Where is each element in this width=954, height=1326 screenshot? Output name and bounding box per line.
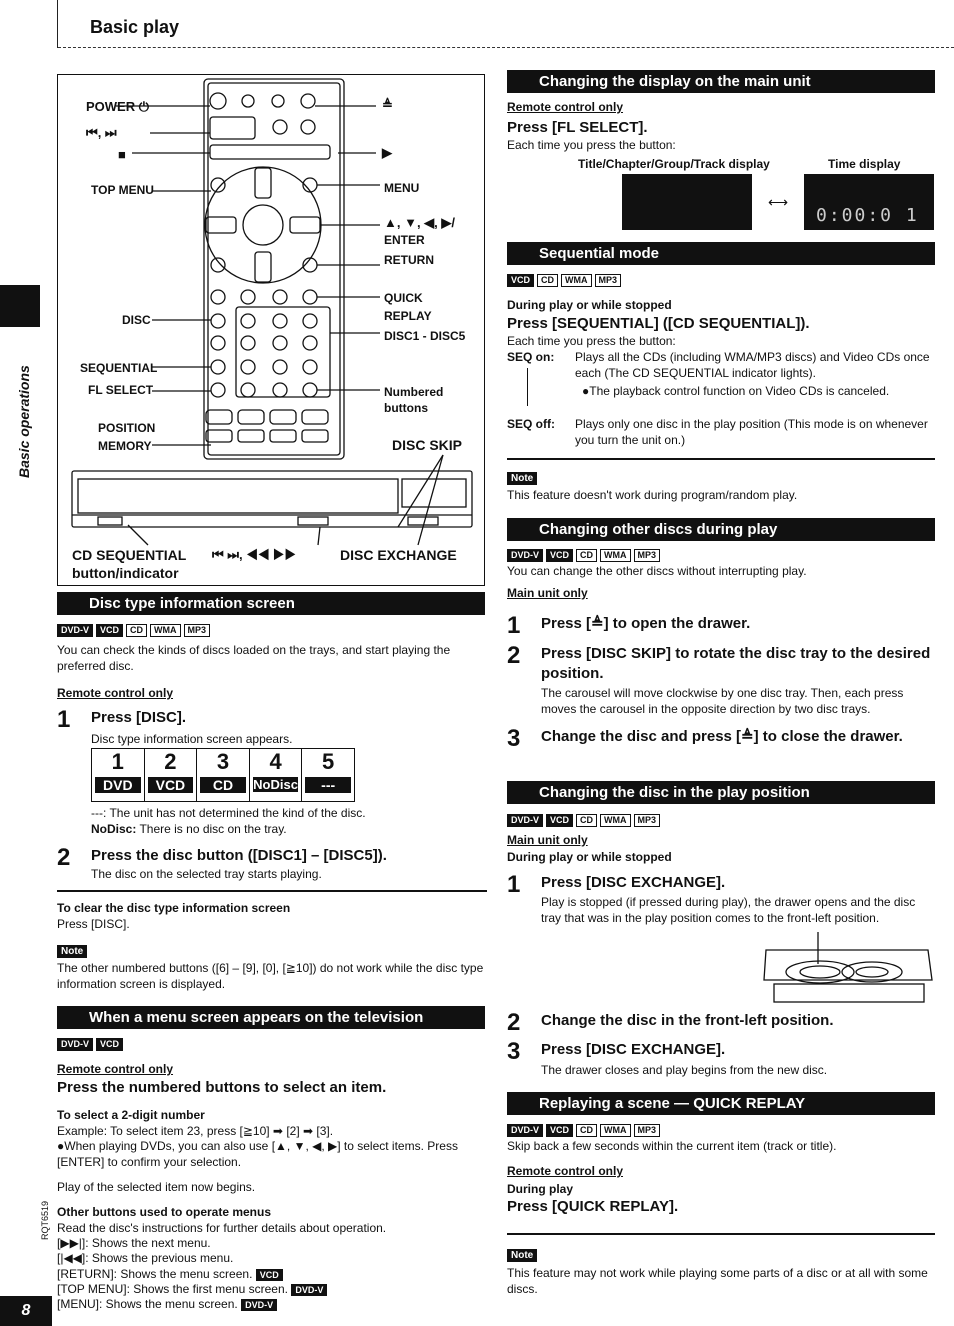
label-cdseq: CD SEQUENTIAL xyxy=(72,547,187,563)
badge: WMA xyxy=(600,814,631,827)
seq-off-label: SEQ off: xyxy=(507,417,555,431)
menu-badges xyxy=(57,1038,123,1051)
note-label: Note xyxy=(57,945,87,958)
label-flselect: FL SELECT xyxy=(88,383,154,397)
remote-only-label: Remote control only xyxy=(507,1164,624,1178)
step-text: Change the disc and press [≜] to close the drawer. xyxy=(541,728,903,745)
badge: VCD xyxy=(546,1124,573,1137)
remote-diagram xyxy=(57,74,485,586)
quick-replay-badges xyxy=(507,1124,660,1137)
badge: DVD-V xyxy=(241,1299,277,1311)
section-bar-disc-type: Disc type information screen xyxy=(57,592,485,615)
note-text: This feature may not work while playing some parts of a disc or at all with some discs. xyxy=(507,1266,928,1296)
badge: DVD-V xyxy=(57,1038,93,1051)
note-label: Note xyxy=(507,1249,537,1262)
seq-toggle-line xyxy=(527,368,528,406)
menu-button-desc xyxy=(57,1266,283,1282)
step-number: 2 xyxy=(57,844,71,871)
seq-on-text: Plays all the CDs (including WMA/MP3 discs) and Video CDs once each (The CD SEQUENTIAL indicator lights). xyxy=(575,350,930,380)
menu-heading: Press the numbered buttons to select an item. xyxy=(57,1079,387,1096)
divider xyxy=(57,890,487,892)
step-1 xyxy=(57,708,186,732)
badge: DVD-V xyxy=(507,1124,543,1137)
seq-on-label: SEQ on: xyxy=(507,350,555,364)
fl-display-time xyxy=(804,174,934,230)
section-bar-play-position: Changing the disc in the play position xyxy=(507,781,935,804)
badge: CD xyxy=(576,814,597,827)
step-3-desc: The drawer closes and play begins from the new disc. xyxy=(541,1063,828,1077)
step-text: Press [DISC SKIP] to rotate the disc tray to the desired position. xyxy=(541,645,931,682)
step-number: 1 xyxy=(507,871,521,898)
label-buttons: buttons xyxy=(384,401,428,415)
desc-text: [TOP MENU]: Shows the first menu screen. xyxy=(57,1282,288,1296)
screen-slot xyxy=(250,749,303,801)
two-digit-text: Example: To select item 23, press [≧10] ➡ [2] ➡ [3]. xyxy=(57,1124,334,1138)
badge: CD xyxy=(576,549,597,562)
display-heading: Press [FL SELECT]. xyxy=(507,119,648,136)
label-position: POSITION xyxy=(98,421,156,435)
label-replay: REPLAY xyxy=(384,309,432,323)
step-text: Press [DISC]. xyxy=(91,709,187,726)
during-label: During play or while stopped xyxy=(507,850,672,864)
main-unit-only: Main unit only xyxy=(507,586,588,600)
section-bar-quick-replay: Replaying a scene — QUICK REPLAY xyxy=(507,1092,935,1115)
badge: VCD xyxy=(96,1038,123,1051)
slot-type: DVD xyxy=(95,777,141,793)
step-3 xyxy=(507,1040,725,1064)
step-text: Press [DISC EXCHANGE]. xyxy=(541,1041,726,1058)
dash-note: ---: The unit has not determined the kind of the disc. xyxy=(91,806,366,820)
screen-slot xyxy=(92,749,145,801)
menu-button-desc: [▶▶|]: Shows the next menu. xyxy=(57,1236,211,1250)
slot-type: VCD xyxy=(148,777,194,793)
note-label: Note xyxy=(507,472,537,485)
label-skip: ⏮, ⏭ xyxy=(86,125,117,140)
badge: WMA xyxy=(600,549,631,562)
other-discs-intro: You can change the other discs without interrupting play. xyxy=(507,564,807,578)
badge: MP3 xyxy=(595,274,622,287)
display-desc: Each time you press the button: xyxy=(507,138,676,152)
menu-button-desc xyxy=(57,1281,327,1297)
disc-type-screen xyxy=(91,748,355,802)
play-begins: Play of the selected item now begins. xyxy=(57,1180,256,1194)
step-number: 3 xyxy=(507,725,521,752)
badge: WMA xyxy=(150,624,181,637)
badge: VCD xyxy=(546,549,573,562)
badge: WMA xyxy=(600,1124,631,1137)
label-sequential: SEQUENTIAL xyxy=(80,361,158,375)
step-text: Change the disc in the front-left position. xyxy=(541,1012,834,1029)
badge: VCD xyxy=(507,274,534,287)
step-text: Press the disc button ([DISC1] – [DISC5]). xyxy=(91,847,387,864)
desc-text: [RETURN]: Shows the menu screen. xyxy=(57,1267,253,1281)
remote-only-label: Remote control only xyxy=(507,100,624,114)
badge: MP3 xyxy=(634,1124,661,1137)
during-label: During play xyxy=(507,1182,574,1196)
divider xyxy=(507,458,935,460)
step-number: 1 xyxy=(507,612,521,639)
header-rule xyxy=(58,47,954,48)
label-skipsearch: ⏮ ⏭, ◀◀ ▶▶ xyxy=(212,547,297,562)
badge: CD xyxy=(126,624,147,637)
time-readout: 0:00:0 1 xyxy=(816,205,919,226)
badge: CD xyxy=(576,1124,597,1137)
step-number: 3 xyxy=(507,1038,521,1065)
other-buttons-heading: Other buttons used to operate menus xyxy=(57,1205,272,1219)
clear-heading: To clear the disc type information screen xyxy=(57,901,291,915)
slot-number: 3 xyxy=(216,749,230,774)
menu-button-desc: [|◀◀]: Shows the previous menu. xyxy=(57,1251,234,1265)
slot-number: 2 xyxy=(164,749,177,774)
two-digit-heading: To select a 2-digit number xyxy=(57,1108,205,1122)
section-bar-other-discs: Changing other discs during play xyxy=(507,518,935,541)
slot-number: 1 xyxy=(111,749,124,774)
label-menu: MENU xyxy=(384,181,420,195)
label-stop: ■ xyxy=(118,147,126,162)
badge: VCD xyxy=(256,1269,283,1281)
slot-type: NoDisc xyxy=(253,777,298,792)
nodisc-desc: There is no disc on the tray. xyxy=(136,822,287,836)
label-cdseq-indicator: button/indicator xyxy=(72,565,179,581)
seq-off-text: Plays only one disc in the play position (This mode is on whenever you turn the unit on.) xyxy=(575,417,928,447)
quick-replay-intro: Skip back a few seconds within the current item (track or title). xyxy=(507,1139,837,1153)
badge: VCD xyxy=(546,814,573,827)
header-vline xyxy=(57,0,58,48)
step-2-desc: The carousel will move clockwise by one disc tray. Then, each press moves the carousel in the opposite direction by two disc trays. xyxy=(541,686,904,716)
note-text: This feature doesn't work during program/random play. xyxy=(507,488,798,502)
sequential-heading: Press [SEQUENTIAL] ([CD SEQUENTIAL]). xyxy=(507,315,810,332)
dvd-note: ●When playing DVDs, you can also use [▲, ▼, ◀, ▶] to select items. Press [ENTER] to confirm your selection. xyxy=(57,1139,458,1169)
badge: DVD-V xyxy=(507,549,543,562)
doc-code: RQT6519 xyxy=(40,1200,50,1240)
display-mode-2: Time display xyxy=(828,157,901,171)
step-2-desc: The disc on the selected tray starts playing. xyxy=(91,867,322,881)
desc-text: [MENU]: Shows the menu screen. xyxy=(57,1297,238,1311)
sequential-badges xyxy=(507,274,621,287)
other-buttons-text: Read the disc's instructions for further details about operation. xyxy=(57,1221,387,1235)
section-bar-display: Changing the display on the main unit xyxy=(507,70,935,93)
note-text: The other numbered buttons ([6] – [9], [0], [≧10]) do not work while the disc type information screen is displayed. xyxy=(57,961,484,991)
step-number: 2 xyxy=(507,642,521,669)
screen-slot xyxy=(145,749,198,801)
nodisc-term: NoDisc: xyxy=(91,822,137,836)
step-1 xyxy=(507,614,750,638)
badge: DVD-V xyxy=(507,814,543,827)
slot-number: 5 xyxy=(322,749,335,774)
clear-text: Press [DISC]. xyxy=(57,917,130,931)
step-2 xyxy=(507,1011,834,1035)
step-text: Press [DISC EXCHANGE]. xyxy=(541,874,726,891)
section-bar-menu-screen: When a menu screen appears on the television xyxy=(57,1006,485,1029)
badge: DVD-V xyxy=(291,1284,327,1296)
step-1-desc: Disc type information screen appears. xyxy=(91,732,293,746)
remote-only-label: Remote control only xyxy=(57,1062,174,1076)
menu-button-desc xyxy=(57,1296,277,1312)
label-play: ▶ xyxy=(382,145,392,160)
step-2 xyxy=(507,644,937,684)
sequential-desc: Each time you press the button: xyxy=(507,334,676,348)
label-arrows: ▲, ▼, ◀, ▶/ xyxy=(384,215,456,230)
label-numbered: Numbered xyxy=(384,385,444,399)
section-bar-sequential: Sequential mode xyxy=(507,242,935,265)
label-power: POWER ⏻ xyxy=(86,99,150,114)
other-discs-badges xyxy=(507,549,660,562)
badge: CD xyxy=(537,274,558,287)
badge: DVD-V xyxy=(57,624,93,637)
label-return: RETURN xyxy=(384,253,434,267)
label-memory: MEMORY xyxy=(98,439,152,453)
badge: WMA xyxy=(561,274,592,287)
label-disc: DISC xyxy=(122,313,151,327)
seq-on-note: ●The playback control function on Video CDs is canceled. xyxy=(582,384,890,398)
label-quick: QUICK xyxy=(384,291,423,305)
label-discskip: DISC SKIP xyxy=(392,437,463,453)
badge: MP3 xyxy=(184,624,211,637)
disc-type-badges xyxy=(57,624,210,637)
slot-type: --- xyxy=(305,777,351,793)
badge: VCD xyxy=(96,624,123,637)
play-position-badges xyxy=(507,814,660,827)
main-unit-only: Main unit only xyxy=(507,833,588,847)
slot-number: 4 xyxy=(269,749,282,774)
label-disc1-5: DISC1 - DISC5 xyxy=(384,329,466,343)
step-number: 1 xyxy=(57,706,71,733)
screen-slot xyxy=(302,749,354,801)
step-1-desc: Play is stopped (if pressed during play), the drawer opens and the disc tray that was in the play position comes to the front-left position. xyxy=(541,895,916,925)
badge: MP3 xyxy=(634,814,661,827)
step-number: 2 xyxy=(507,1009,521,1036)
nodisc-note xyxy=(91,821,287,837)
during-label: During play or while stopped xyxy=(507,298,672,312)
label-discexchange: DISC EXCHANGE xyxy=(340,547,457,563)
remote-only-label: Remote control only xyxy=(57,686,174,700)
step-3 xyxy=(507,727,937,751)
drawer-illustration xyxy=(760,930,935,1006)
label-enter: ENTER xyxy=(384,233,425,247)
page-number: 8 xyxy=(0,1296,52,1326)
divider xyxy=(507,1233,935,1235)
fl-display-title xyxy=(622,174,752,230)
page-title: Basic play xyxy=(90,17,180,37)
quick-replay-heading: Press [QUICK REPLAY]. xyxy=(507,1198,679,1215)
disc-type-intro: You can check the kinds of discs loaded on the trays, and start playing the preferred disc. xyxy=(57,643,451,673)
screen-slot xyxy=(197,749,250,801)
label-topmenu: TOP MENU xyxy=(91,183,154,197)
badge: MP3 xyxy=(634,549,661,562)
slot-type: CD xyxy=(200,777,246,793)
side-section-label: Basic operations xyxy=(16,365,32,478)
step-text: Press [≜] to open the drawer. xyxy=(541,615,751,632)
display-mode-1: Title/Chapter/Group/Track display xyxy=(578,157,770,171)
side-tab xyxy=(0,285,40,327)
arrow-icon: ⟷ xyxy=(768,194,789,210)
label-open: ≜ xyxy=(382,97,393,112)
